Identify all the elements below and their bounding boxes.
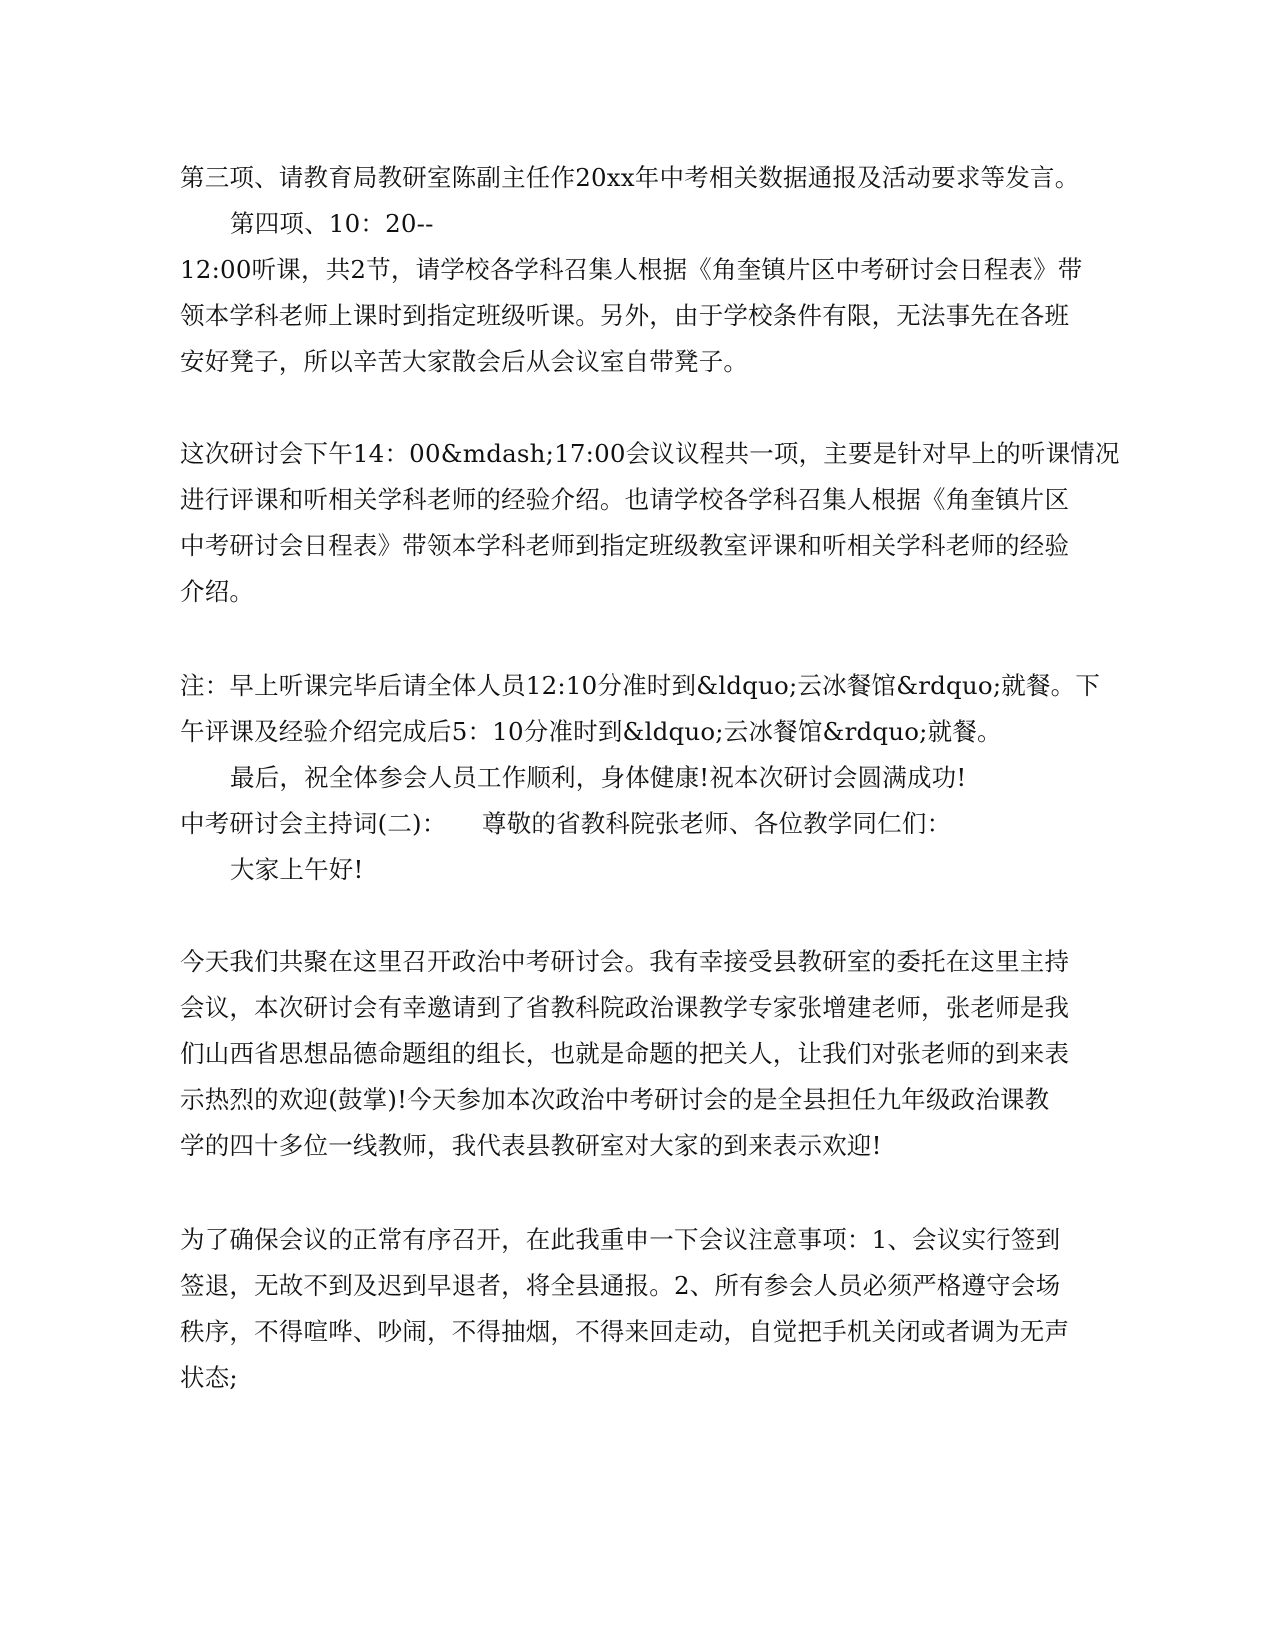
paragraph-line: 进行评课和听相关学科老师的经验介绍。也请学校各学科召集人根据《角奎镇片区	[180, 485, 1070, 514]
paragraph-line: 中考研讨会日程表》带领本学科老师到指定班级教室评课和听相关学科老师的经验	[180, 531, 1070, 560]
paragraph-line: 们山西省思想品德命题组的组长，也就是命题的把关人，让我们对张老师的到来表	[180, 1039, 1070, 1068]
paragraph-line: 安好凳子，所以辛苦大家散会后从会议室自带凳子。	[180, 347, 749, 376]
paragraph-line: 第三项、请教育局教研室陈副主任作20xx年中考相关数据通报及活动要求等发言。	[180, 163, 1080, 192]
paragraph-line: 注：早上听课完毕后请全体人员12:10分准时到&ldquo;云冰餐馆&rdquo;就餐。下	[180, 671, 1101, 700]
host-greeting: 尊敬的省教科院张老师、各位教学同仁们：	[482, 809, 952, 838]
paragraph-line: 状态;	[180, 1363, 238, 1392]
paragraph-line: 学的四十多位一线教师，我代表县教研室对大家的到来表示欢迎!	[180, 1131, 882, 1160]
paragraph-line: 12:00听课，共2节，请学校各学科召集人根据《角奎镇片区中考研讨会日程表》带	[180, 255, 1083, 284]
paragraph-line: 秩序，不得喧哗、吵闹，不得抽烟，不得来回走动，自觉把手机关闭或者调为无声	[180, 1317, 1070, 1346]
paragraph-line: 今天我们共聚在这里召开政治中考研讨会。我有幸接受县教研室的委托在这里主持	[180, 947, 1070, 976]
paragraph-line: 为了确保会议的正常有序召开，在此我重申一下会议注意事项：1、会议实行签到	[180, 1225, 1061, 1254]
host-title: 中考研讨会主持词(二)：	[180, 809, 447, 838]
paragraph-line: 介绍。	[180, 577, 255, 606]
host-heading-line	[180, 809, 1080, 839]
paragraph-line: 最后，祝全体参会人员工作顺利，身体健康!祝本次研讨会圆满成功!	[230, 763, 967, 792]
paragraph-line: 午评课及经验介绍完成后5：10分准时到&ldquo;云冰餐馆&rdquo;就餐。	[180, 717, 1002, 746]
paragraph-line: 会议，本次研讨会有幸邀请到了省教科院政治课教学专家张增建老师，张老师是我	[180, 993, 1070, 1022]
paragraph-line: 签退，无故不到及迟到早退者，将全县通报。2、所有参会人员必须严格遵守会场	[180, 1271, 1061, 1300]
paragraph-line: 第四项、10：20--	[230, 209, 434, 238]
paragraph-line: 领本学科老师上课时到指定班级听课。另外，由于学校条件有限，无法事先在各班	[180, 301, 1070, 330]
paragraph-line: 这次研讨会下午14：00&mdash;17:00会议议程共一项，主要是针对早上的听课情况	[180, 439, 1120, 468]
paragraph-line: 示热烈的欢迎(鼓掌)!今天参加本次政治中考研讨会的是全县担任九年级政治课教	[180, 1085, 1050, 1114]
paragraph-line: 大家上午好!	[230, 855, 364, 884]
